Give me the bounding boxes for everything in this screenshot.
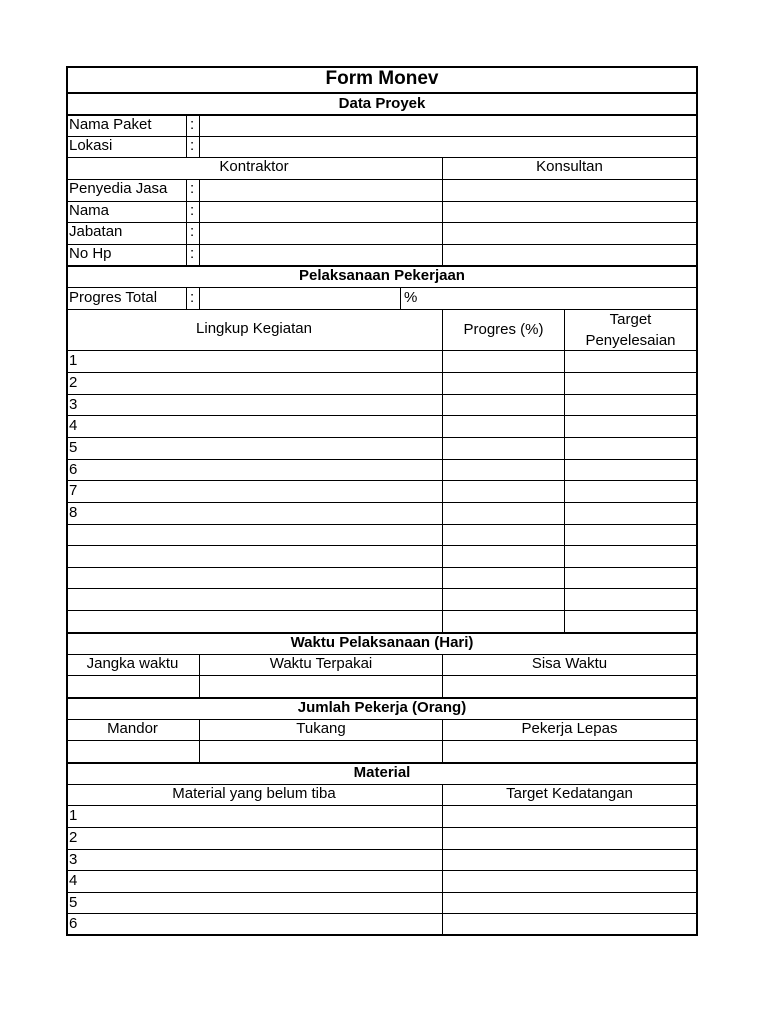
- material-row-number: 4: [69, 872, 78, 889]
- data-proyek-heading: Data Proyek: [338, 95, 426, 112]
- row-line: [66, 524, 698, 525]
- label-nama: Nama: [69, 202, 110, 219]
- col-line: [400, 287, 401, 310]
- row-line: [66, 502, 698, 503]
- col-material-belum-tiba: Material yang belum tiba: [172, 785, 336, 802]
- pekerja-lepas-field[interactable]: [444, 741, 695, 761]
- colon: :: [190, 116, 195, 133]
- material-row-number: 1: [69, 807, 78, 824]
- col-jangka-waktu: Jangka waktu: [86, 655, 179, 672]
- col-kontraktor: Kontraktor: [219, 158, 289, 175]
- col-target-line2: Penyelesaian: [585, 332, 676, 349]
- col-target-kedatangan: Target Kedatangan: [506, 785, 633, 802]
- activity-row-number: 7: [69, 482, 78, 499]
- row-line: [66, 588, 698, 589]
- row-line: [66, 913, 698, 914]
- label-lokasi: Lokasi: [69, 137, 113, 154]
- activity-row-number: 2: [69, 374, 78, 391]
- col-line: [186, 179, 187, 266]
- col-waktu-terpakai: Waktu Terpakai: [269, 655, 373, 672]
- col-line: [442, 784, 443, 935]
- row-line: [66, 849, 698, 850]
- lokasi-field[interactable]: [201, 137, 695, 157]
- jabatan-konsultan-field[interactable]: [444, 223, 695, 243]
- row-line: [66, 459, 698, 460]
- colon: :: [190, 137, 195, 154]
- row-line: [66, 610, 698, 611]
- col-line: [442, 719, 443, 762]
- col-line: [186, 287, 187, 310]
- form-border-bottom: [66, 934, 698, 936]
- activity-row-number: 5: [69, 439, 78, 456]
- label-nama-paket: Nama Paket: [69, 116, 152, 133]
- col-target-line1: Target: [609, 311, 652, 328]
- row-line: [66, 545, 698, 546]
- colon: :: [190, 245, 195, 262]
- col-lingkup-kegiatan: Lingkup Kegiatan: [196, 320, 312, 337]
- col-line: [186, 115, 187, 158]
- no-hp-konsultan-field[interactable]: [444, 245, 695, 265]
- nama-paket-field[interactable]: [201, 116, 695, 136]
- row-line: [66, 892, 698, 893]
- col-line: [199, 719, 200, 762]
- col-line: [199, 287, 200, 310]
- label-progres-total: Progres Total: [69, 289, 158, 306]
- label-penyedia-jasa: Penyedia Jasa: [69, 180, 168, 197]
- label-jabatan: Jabatan: [69, 223, 123, 240]
- row-line: [66, 805, 698, 806]
- activity-row-number: 8: [69, 504, 78, 521]
- penyedia-jasa-kontraktor-field[interactable]: [201, 180, 441, 200]
- col-line: [564, 309, 565, 632]
- row-line: [66, 394, 698, 395]
- col-line: [199, 654, 200, 697]
- col-pekerja-lepas: Pekerja Lepas: [521, 720, 618, 737]
- material-row-number: 5: [69, 894, 78, 911]
- col-line: [442, 654, 443, 697]
- no-hp-kontraktor-field[interactable]: [201, 245, 441, 265]
- material-row-number: 6: [69, 915, 78, 932]
- activity-row-number: 1: [69, 352, 78, 369]
- row-line: [66, 415, 698, 416]
- waktu-heading: Waktu Pelaksanaan (Hari): [290, 634, 474, 651]
- sisa-waktu-field[interactable]: [444, 676, 695, 696]
- percent-sign: %: [404, 289, 418, 306]
- tukang-field[interactable]: [201, 741, 441, 761]
- activity-row-number: 4: [69, 417, 78, 434]
- form-title: Form Monev: [325, 68, 439, 89]
- col-tukang: Tukang: [296, 720, 346, 737]
- material-heading: Material: [353, 764, 411, 781]
- activity-row-number: 3: [69, 396, 78, 413]
- pekerja-heading: Jumlah Pekerja (Orang): [297, 699, 467, 716]
- pelaksanaan-heading: Pelaksanaan Pekerjaan: [299, 267, 465, 284]
- monev-form: [66, 66, 698, 936]
- colon: :: [190, 223, 195, 240]
- col-line: [442, 309, 443, 632]
- row-line: [66, 437, 698, 438]
- jabatan-kontraktor-field[interactable]: [201, 223, 441, 243]
- row-line: [66, 372, 698, 373]
- colon: :: [190, 180, 195, 197]
- row-line: [66, 350, 698, 351]
- col-line: [199, 115, 200, 158]
- label-no-hp: No Hp: [69, 245, 112, 262]
- col-mandor: Mandor: [107, 720, 158, 737]
- waktu-terpakai-field[interactable]: [201, 676, 441, 696]
- material-row-number: 2: [69, 829, 78, 846]
- colon: :: [190, 202, 195, 219]
- activity-row-number: 6: [69, 461, 78, 478]
- row-line: [66, 480, 698, 481]
- nama-konsultan-field[interactable]: [444, 202, 695, 222]
- col-konsultan: Konsultan: [536, 158, 603, 175]
- col-line: [199, 179, 200, 266]
- col-progres: Progres (%): [463, 321, 544, 338]
- mandor-field[interactable]: [68, 741, 198, 761]
- row-line: [66, 827, 698, 828]
- material-row-number: 3: [69, 851, 78, 868]
- col-sisa-waktu: Sisa Waktu: [531, 655, 608, 672]
- progres-total-field[interactable]: [201, 288, 399, 309]
- row-line: [66, 870, 698, 871]
- penyedia-jasa-konsultan-field[interactable]: [444, 180, 695, 200]
- jangka-waktu-field[interactable]: [68, 676, 198, 696]
- row-line: [66, 567, 698, 568]
- colon: :: [190, 289, 195, 306]
- nama-kontraktor-field[interactable]: [201, 202, 441, 222]
